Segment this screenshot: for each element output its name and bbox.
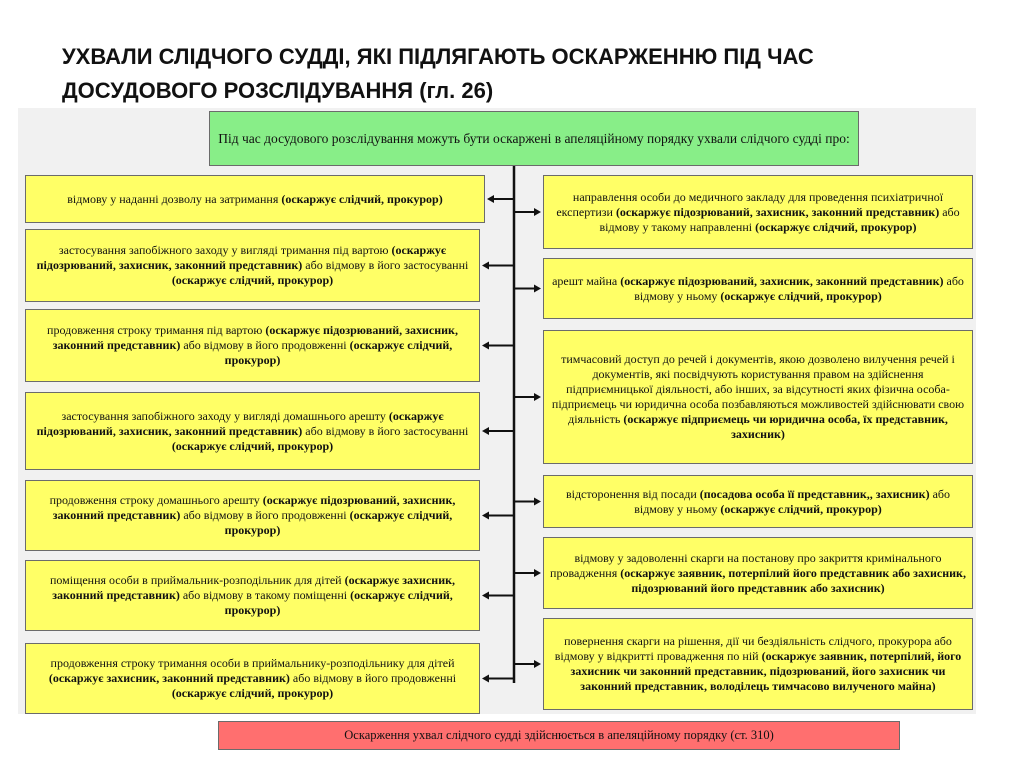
box-text (550, 487, 966, 517)
box-text-post: або відмову в його застосуванні (305, 258, 469, 272)
box-text-last: (оскаржує слідчий, прокурор) (224, 508, 453, 537)
box-text-bold: (оскаржує слідчий, прокурор) (281, 191, 443, 206)
slide-title: УХВАЛИ СЛІДЧОГО СУДДІ, ЯКІ ПІДЛЯГАЮТЬ ОСКАРЖЕННЮ ПІД ЧАС ДОСУДОВОГО РОЗСЛІДУВАННЯ (гл. 26) (62, 44, 814, 103)
box-text-pre: тимчасовий доступ до речей і документів, якою дозволено вилучення речей і документів, які посвідчують користування правом на здійснення підприємницької діяльності, або інших, за відсутності яких фізична особа-підприємець чи юридична особа позбавляються можливостей здійснювати свою діяльність (551, 352, 965, 426)
box-text-bold: (посадова особа її представник,, захисник) (699, 486, 930, 501)
box-text-last: (оскаржує слідчий, прокурор) (720, 501, 882, 516)
box-text-post: або відмову у ньому (634, 486, 951, 516)
footer-box-text: Оскарження ухвал слідчого судді здійснюється в апеляційному порядку (ст. 310) (344, 728, 774, 742)
box-text-bold: (оскаржує підозрюваний, захисник, законний представник) (615, 204, 940, 219)
left-box-4 (25, 392, 480, 470)
box-text-post: або відмову в його застосуванні (305, 423, 469, 438)
left-box-3 (25, 309, 480, 382)
header-box (209, 111, 859, 166)
box-text-bold: (оскаржує заявник, потерпілий, його захисник чи законний представник, підозрюваний, його захисник чи законний представник, володілець тимчасово вилученого майна) (570, 649, 962, 693)
box-text (32, 323, 473, 368)
box-text-post: або відмову у такому направленні (599, 204, 960, 234)
box-text-post: або відмову в такому поміщенні (182, 588, 348, 602)
box-text-last: (оскаржує слідчий, прокурор) (720, 288, 882, 303)
box-text-pre: продовження строку домашнього арешту (49, 493, 260, 507)
box-text (550, 190, 966, 235)
box-text (550, 352, 966, 442)
box-text-bold: (оскаржує заявник, потерпілий його представник або захисник, підозрюваний його представник або захисник) (620, 565, 966, 595)
left-box-6 (25, 560, 480, 631)
box-text-bold: (оскаржує підозрюваний, захисник, законний представник) (52, 323, 458, 352)
box-text-bold: (оскаржує підприємець чи юридична особа, їх представник, захисник) (623, 412, 948, 441)
box-text-post: або відмову в його продовженні (183, 338, 347, 352)
box-text-pre: застосування запобіжного заходу у вигляді домашнього арешту (61, 408, 386, 423)
header-box-text: Під час досудового розслідування можуть бути оскаржені в апеляційному порядку ухвали слідчого судді про: (218, 131, 850, 146)
box-text-last: (оскаржує слідчий, прокурор) (171, 273, 334, 287)
box-text-post: або відмову у ньому (634, 273, 964, 303)
box-text-last: (оскаржує слідчий, прокурор) (171, 438, 334, 453)
box-text-bold: (оскаржує захисник, законний представник) (52, 573, 456, 602)
box-text (550, 634, 966, 694)
box-text-bold: (оскаржує підозрюваний, захисник, законний представник) (52, 493, 456, 522)
box-text-bold: (оскаржує підозрюваний, захисник, законний представник) (36, 243, 447, 272)
right-box-5 (543, 537, 973, 609)
box-text-pre: відмову у задоволенні скарги на постанову про закриття кримінального провадження (550, 550, 942, 580)
footer-box (218, 721, 900, 750)
box-text-bold: (оскаржує підозрюваний, захисник, законний представник) (36, 408, 444, 438)
left-box-1 (25, 175, 485, 223)
box-text-last: (оскаржує слідчий, прокурор) (224, 338, 453, 367)
right-box-1 (543, 175, 973, 249)
box-text-bold: (оскаржує захисник, законний представник) (48, 671, 290, 685)
left-box-5 (25, 480, 480, 551)
left-box-7 (25, 643, 480, 714)
right-box-2 (543, 258, 973, 319)
box-text-pre: направлення особи до медичного закладу для проведення психіатричної експертизи (556, 189, 944, 219)
box-text-last: (оскаржує слідчий, прокурор) (755, 219, 917, 234)
left-box-2 (25, 229, 480, 302)
box-text-last: (оскаржує слідчий, прокурор) (224, 588, 453, 617)
box-text (32, 573, 473, 618)
box-text (32, 243, 473, 288)
box-text (32, 409, 473, 454)
box-text-post: або відмову в його продовженні (292, 671, 457, 685)
box-text (32, 656, 473, 701)
right-box-6 (543, 618, 973, 710)
box-text-pre: застосування запобіжного заходу у вигляді тримання під вартою (58, 243, 389, 257)
right-box-3 (543, 330, 973, 464)
box-text (550, 274, 966, 304)
box-text-pre: поміщення особи в приймальник-розподільник для дітей (49, 573, 342, 587)
box-text-pre: повернення скарги на рішення, дії чи бездіяльність слідчого, прокурора або відмову у відкритті провадження по ній (554, 634, 952, 663)
box-text (550, 551, 966, 596)
box-text-pre: відмову у наданні дозволу на затримання (67, 191, 279, 206)
box-text-last: (оскаржує слідчий, прокурор) (171, 686, 334, 700)
box-text (32, 493, 473, 538)
right-box-4 (543, 475, 973, 528)
box-text-pre: відсторонення від посади (565, 486, 697, 501)
box-text-post: або відмову в його продовженні (183, 508, 347, 522)
box-text-pre: арешт майна (552, 273, 618, 288)
box-text-bold: (оскаржує підозрюваний, захисник, законний представник) (620, 273, 944, 288)
box-text-pre: продовження строку тримання особи в приймальнику-розподільнику для дітей (50, 656, 455, 670)
box-text (32, 192, 478, 207)
box-text-pre: продовження строку тримання під вартою (47, 323, 263, 337)
